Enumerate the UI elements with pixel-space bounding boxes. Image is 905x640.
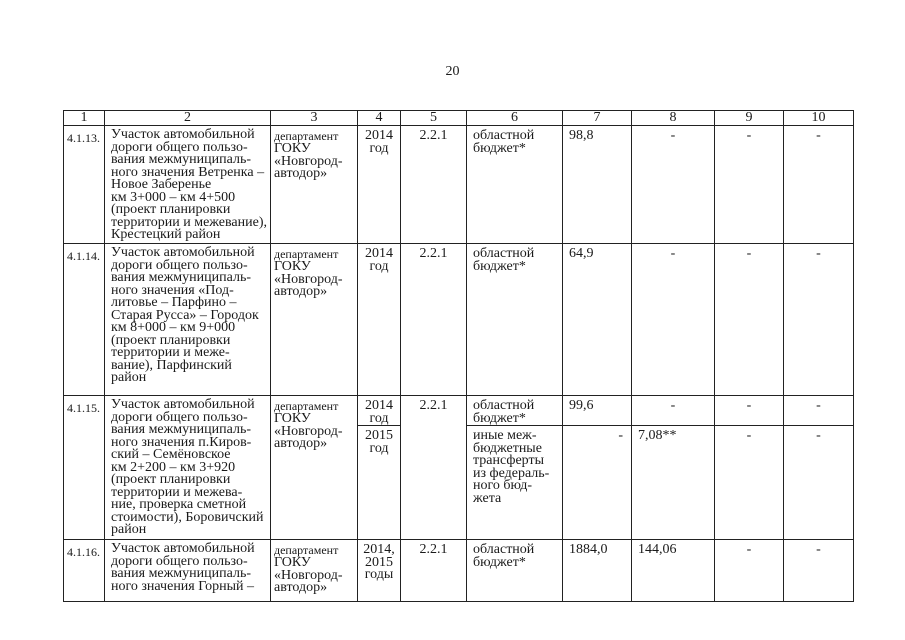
- table-row: [64, 396, 854, 426]
- row-number: 4.1.13.: [64, 126, 105, 244]
- goal-code: 2.2.1: [401, 396, 467, 540]
- value-2017: -: [784, 126, 854, 244]
- header-cell: 6: [467, 111, 563, 126]
- value-2016: -: [715, 426, 784, 540]
- executor-cell: [271, 540, 358, 602]
- value-2016: -: [715, 396, 784, 426]
- value-2017: -: [784, 244, 854, 396]
- executor-organization: ГОКУ «Новгород- автодор»: [274, 555, 343, 595]
- table-row: [64, 244, 854, 396]
- executor-cell: [271, 244, 358, 396]
- value-2015: -: [632, 244, 715, 396]
- value-2015: 144,06: [632, 540, 715, 602]
- executor-department: департамент: [274, 129, 339, 143]
- header-cell: 7: [563, 111, 632, 126]
- program-table: [63, 110, 854, 602]
- object-name: Участок автомобильной дороги общего пользо- вания межмуниципаль- ного значения п.Киров- ский – Семёновское км 2+200 – км 3+920 (проект планировки территории и межева- ние, проверка сметной стоимости), Боровичский район: [105, 396, 271, 540]
- header-cell: 9: [715, 111, 784, 126]
- value-2017: -: [784, 426, 854, 540]
- year-cell: 2014 год: [358, 396, 401, 426]
- value-2015: 7,08**: [632, 426, 715, 540]
- object-name: Участок автомобильной дороги общего пользо- вания межмуниципаль- ного значения «Под- литовье – Парфино – Старая Русса» – Городок км 8+000 – км 9+000 (проект планировки территории и меже- вание), Парфинский район: [105, 244, 271, 396]
- value-2014: 99,6: [563, 396, 632, 426]
- table-row: [64, 126, 854, 244]
- header-cell: 5: [401, 111, 467, 126]
- row-number: 4.1.16.: [64, 540, 105, 602]
- table-row: [64, 540, 854, 602]
- object-name: Участок автомобильной дороги общего пользо- вания межмуниципаль- ного значения Ветренка – Новое Заберенье км 3+000 – км 4+500 (проект планировки территории и межевание), Крестецкий район: [105, 126, 271, 244]
- value-2014: 1884,0: [563, 540, 632, 602]
- value-2015: -: [632, 126, 715, 244]
- column-number-header: [64, 111, 854, 126]
- year-cell: 2015 год: [358, 426, 401, 540]
- funding-source: областной бюджет*: [467, 396, 563, 426]
- year-cell: 2014 год: [358, 244, 401, 396]
- value-2017: -: [784, 540, 854, 602]
- value-2016: -: [715, 126, 784, 244]
- value-2014: 98,8: [563, 126, 632, 244]
- value-2016: -: [715, 540, 784, 602]
- year-cell: 2014, 2015 годы: [358, 540, 401, 602]
- executor-department: департамент: [274, 399, 339, 413]
- funding-source: областной бюджет*: [467, 126, 563, 244]
- header-cell: 4: [358, 111, 401, 126]
- funding-source: областной бюджет*: [467, 244, 563, 396]
- header-cell: 3: [271, 111, 358, 126]
- object-name: Участок автомобильной дороги общего пользо- вания межмуниципаль- ного значения Горный –: [105, 540, 271, 602]
- executor-department: департамент: [274, 543, 339, 557]
- value-2014: 64,9: [563, 244, 632, 396]
- goal-code: 2.2.1: [401, 244, 467, 396]
- executor-organization: ГОКУ «Новгород- автодор»: [274, 141, 343, 181]
- row-number: 4.1.14.: [64, 244, 105, 396]
- header-cell: 1: [64, 111, 105, 126]
- value-2015: -: [632, 396, 715, 426]
- header-cell: 10: [784, 111, 854, 126]
- page-number: 20: [445, 64, 460, 79]
- value-2014: -: [563, 426, 632, 540]
- executor-organization: ГОКУ «Новгород- автодор»: [274, 259, 343, 299]
- value-2017: -: [784, 396, 854, 426]
- executor-organization: ГОКУ «Новгород- автодор»: [274, 411, 343, 451]
- year-cell: 2014 год: [358, 126, 401, 244]
- executor-cell: [271, 126, 358, 244]
- goal-code: 2.2.1: [401, 540, 467, 602]
- header-cell: 2: [105, 111, 271, 126]
- goal-code: 2.2.1: [401, 126, 467, 244]
- header-cell: 8: [632, 111, 715, 126]
- funding-source: иные меж- бюджетные трансферты из федераль- ного бюд- жета: [467, 426, 563, 540]
- executor-department: департамент: [274, 247, 339, 261]
- value-2016: -: [715, 244, 784, 396]
- row-number: 4.1.15.: [64, 396, 105, 540]
- executor-cell: [271, 396, 358, 540]
- funding-source: областной бюджет*: [467, 540, 563, 602]
